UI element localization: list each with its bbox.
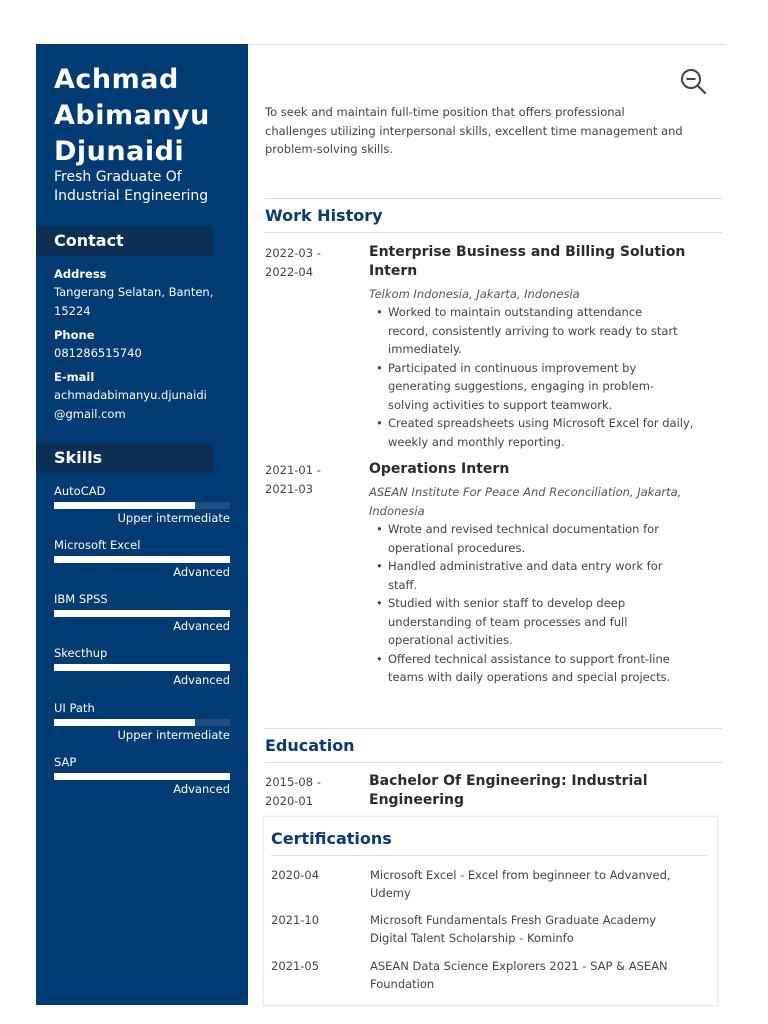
date-line: 2021-03 (265, 481, 314, 496)
bullet-line: • Worked to maintain outstanding attendance (388, 305, 643, 319)
bullet-line: • Handled administrative and data entry work for (388, 559, 663, 573)
job-dates (265, 461, 321, 498)
top-rule (248, 44, 726, 45)
desc-line: Udemy (370, 886, 411, 900)
title-line: Enterprise Business and Billing Solution (369, 244, 686, 260)
bullet-line: staff. (388, 577, 418, 592)
job-title (369, 460, 721, 479)
candidate-name (54, 62, 244, 170)
section-divider (265, 198, 722, 199)
desc-line: ASEAN Data Science Explorers 2021 - SAP & ASEAN (370, 959, 668, 973)
address-label: Address (54, 267, 107, 281)
skills-heading: Skills (36, 443, 213, 473)
title-line: Bachelor Of Engineering: Industrial (369, 773, 648, 789)
skill-name: Microsoft Excel (54, 538, 141, 552)
bullet-item (374, 414, 722, 451)
skill-level: Advanced (173, 619, 230, 633)
section-divider (265, 762, 722, 763)
job-organization (369, 285, 721, 304)
desc-line: Microsoft Fundamentals Fresh Graduate Academy (370, 913, 657, 927)
email-line: achmadabimanyu.djunaidi (54, 388, 207, 402)
bullet-line: solving activities to support teamwork. (388, 397, 613, 412)
skill-name: AutoCAD (54, 484, 106, 498)
skill-bar (54, 664, 230, 671)
bullet-item (374, 557, 722, 594)
work-history-heading: Work History (265, 206, 383, 225)
skill-level: Advanced (173, 565, 230, 579)
name-line: Abimanyu (54, 100, 210, 131)
summary-line: To seek and maintain full-time position that offers professional (265, 105, 625, 119)
title-line: Engineering (369, 792, 464, 808)
phone-label: Phone (54, 328, 95, 342)
bullet-item (374, 303, 722, 359)
name-line: Djunaidi (54, 136, 185, 167)
skill-item (54, 754, 230, 797)
skill-name: Skecthup (54, 646, 108, 660)
address-value (54, 283, 239, 320)
bullet-line: • Created spreadsheets using Microsoft Excel for daily, (388, 416, 694, 430)
certifications-heading: Certifications (271, 829, 392, 848)
sidebar (36, 44, 248, 1005)
bullet-line: record, consistently arriving to work ready to start (388, 323, 678, 338)
bullet-line: • Offered technical assistance to support front-line (388, 651, 670, 666)
email-value (54, 386, 239, 423)
email-line: @gmail.com (54, 406, 126, 421)
job-dates (265, 244, 321, 281)
address-line: Tangerang Selatan, Banten, (54, 285, 214, 299)
org-line: Telkom Indonesia, Jakarta, Indonesia (369, 287, 580, 301)
bullet-line: • Studied with senior staff to develop deep (388, 596, 626, 610)
candidate-subtitle (54, 168, 244, 206)
skill-bar-fill (54, 719, 195, 726)
org-line: ASEAN Institute For Peace And Reconciliation, Jakarta, (369, 485, 682, 499)
section-divider (271, 855, 707, 856)
certification-description (370, 957, 710, 993)
contact-phone (54, 326, 239, 363)
date-line: 2020-01 (265, 793, 314, 808)
skill-bar-fill (54, 556, 230, 563)
education-dates (265, 773, 321, 810)
summary-line: challenges utilizing interpersonal skills, excellent time management and (265, 123, 683, 138)
skill-item (54, 537, 230, 580)
summary-line: problem-solving skills. (265, 142, 394, 156)
bullet-line: teams with daily operations and special projects. (388, 670, 671, 684)
job-organization (369, 483, 721, 520)
skill-name: UI Path (54, 701, 95, 715)
zoom-out-icon[interactable] (680, 68, 708, 96)
certification-description (370, 866, 710, 902)
desc-line: Microsoft Excel - Excel from beginneer to Advanved, (370, 868, 671, 882)
bullet-line: weekly and monthly reporting. (388, 434, 565, 449)
skill-level: Advanced (173, 673, 230, 687)
title-line: Operations Intern (369, 461, 510, 477)
skill-bar (54, 556, 230, 563)
subtitle-line: Industrial Engineering (54, 188, 209, 204)
section-divider (265, 728, 722, 729)
skill-item (54, 700, 230, 743)
bullet-line: operational procedures. (388, 540, 526, 555)
contact-heading: Contact (36, 226, 213, 256)
skill-bar (54, 719, 230, 726)
skill-level: Upper intermediate (117, 511, 230, 525)
skill-bar (54, 610, 230, 617)
date-line: 2022-03 - (265, 246, 321, 260)
skill-bar (54, 502, 230, 509)
skill-item (54, 645, 230, 688)
bullet-line: generating suggestions, engaging in problem- (388, 379, 655, 393)
certifications-panel (263, 816, 718, 1006)
skill-item (54, 483, 230, 526)
address-line: 15224 (54, 303, 91, 318)
date-line: 2015-08 - (265, 775, 321, 789)
bullet-item (374, 594, 722, 650)
bullet-line: • Wrote and revised technical documentation for (388, 522, 659, 536)
skill-item (54, 591, 230, 634)
skill-level: Upper intermediate (117, 728, 230, 742)
skill-bar-fill (54, 610, 230, 617)
name-line: Achmad (54, 64, 179, 95)
bullet-item (374, 650, 722, 687)
bullet-line: operational activities. (388, 633, 513, 647)
degree-title (369, 772, 721, 810)
bullet-line: immediately. (388, 342, 462, 356)
skill-level: Advanced (173, 782, 230, 796)
date-line: 2021-01 - (265, 463, 321, 477)
certification-date: 2021-05 (271, 959, 320, 973)
job-title (369, 243, 721, 281)
bullet-line: understanding of team processes and full (388, 614, 628, 629)
org-line: Indonesia (369, 503, 425, 518)
contact-email (54, 368, 239, 423)
certification-date: 2021-10 (271, 913, 320, 927)
skill-bar-fill (54, 773, 230, 780)
desc-line: Digital Talent Scholarship - Kominfo (370, 931, 574, 945)
job-bullets (374, 520, 722, 687)
skill-name: SAP (54, 755, 77, 769)
phone-value: 081286515740 (54, 346, 142, 360)
certification-description (370, 911, 710, 947)
skill-bar-fill (54, 502, 195, 509)
certification-date: 2020-04 (271, 868, 320, 882)
skill-bar (54, 773, 230, 780)
professional-summary (265, 103, 720, 159)
section-divider (265, 232, 722, 233)
email-label: E-mail (54, 370, 95, 384)
contact-address (54, 265, 239, 320)
job-bullets (374, 303, 722, 451)
education-heading: Education (265, 736, 355, 755)
bullet-item (374, 520, 722, 557)
subtitle-line: Fresh Graduate Of (54, 169, 182, 185)
desc-line: Foundation (370, 977, 435, 991)
title-line: Intern (369, 263, 418, 279)
bullet-line: • Participated in continuous improvement by (388, 360, 637, 375)
date-line: 2022-04 (265, 264, 314, 279)
bullet-item (374, 359, 722, 415)
skill-bar-fill (54, 664, 230, 671)
skill-name: IBM SPSS (54, 592, 108, 606)
